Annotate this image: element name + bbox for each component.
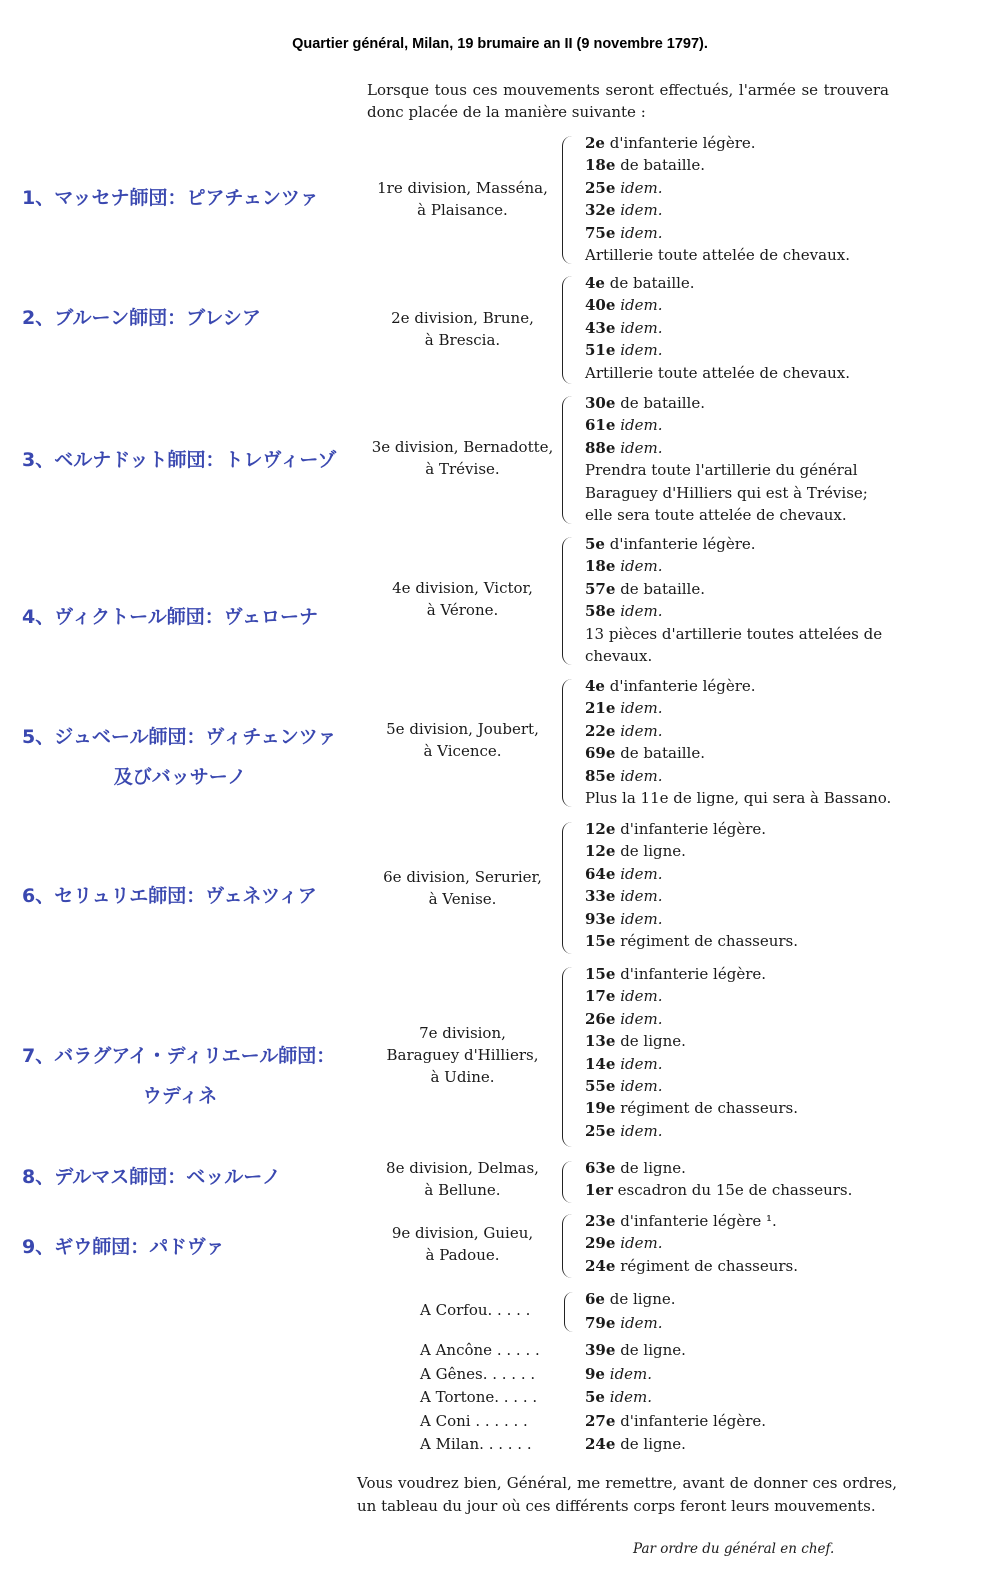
- unit-idem: idem.: [620, 318, 663, 337]
- unit-number: 25e: [585, 1121, 616, 1140]
- unit-idem: idem.: [620, 1054, 663, 1073]
- unit-idem: idem.: [620, 1077, 663, 1096]
- unit-line: [585, 1255, 895, 1277]
- unit-idem: idem.: [620, 909, 663, 928]
- division-label-line: à Udine.: [430, 1068, 495, 1086]
- unit-line: [585, 578, 895, 600]
- division-units: [585, 533, 895, 667]
- unit-number: 43e: [585, 318, 616, 337]
- division-units: [585, 963, 895, 1142]
- unit-line: [585, 437, 895, 459]
- jp-division-annotation: [0, 1157, 360, 1197]
- unit-idem: idem.: [620, 341, 663, 360]
- unit-line: [585, 392, 895, 414]
- unit-number: 24e: [585, 1435, 616, 1453]
- unit-number: 85e: [585, 766, 616, 785]
- jp-annotation-line: 6、セリュリエ師団：ヴェネツィア: [22, 885, 317, 907]
- garrison-row: [420, 1386, 840, 1410]
- unit-line: [585, 1030, 895, 1052]
- unit-idem: idem.: [620, 296, 663, 315]
- unit-line: [585, 177, 895, 199]
- unit-number: 33e: [585, 887, 616, 906]
- unit-idem: idem.: [620, 1313, 663, 1332]
- unit-number: 75e: [585, 223, 616, 242]
- unit-line: [585, 414, 895, 436]
- unit-text: de ligne.: [615, 842, 686, 861]
- unit-line: [585, 199, 895, 221]
- unit-line: [585, 908, 895, 930]
- jp-annotation-line: 4、ヴィクトール師団：ヴェローナ: [22, 606, 318, 628]
- division-label-line: à Bellune.: [424, 1181, 501, 1199]
- division-brace: [562, 822, 575, 954]
- division-units: [585, 1157, 895, 1202]
- unit-text: de ligne.: [615, 1435, 686, 1453]
- unit-idem: idem.: [620, 887, 663, 906]
- unit-text: d'infanterie légère.: [604, 535, 756, 553]
- unit-line: [585, 1097, 895, 1119]
- unit-line: [585, 675, 895, 697]
- division-label-line: à Vérone.: [426, 601, 499, 619]
- division-label-line: 4e division, Victor,: [392, 579, 533, 597]
- unit-number: 2e: [585, 134, 605, 152]
- unit-number: 5e: [585, 535, 605, 553]
- unit-number: 55e: [585, 1077, 616, 1096]
- unit-line: [585, 840, 895, 862]
- unit-number: 24e: [585, 1256, 616, 1275]
- closing-paragraph: Vous voudrez bien, Général, me remettre, avant de donner ces ordres, un tableau du jour où ces différents corps feront leurs mouvements.: [357, 1474, 897, 1515]
- unit-number: 12e: [585, 820, 616, 838]
- garrison-row: [420, 1410, 840, 1434]
- unit-line: [585, 272, 895, 294]
- unit-line: [585, 339, 895, 361]
- unit-idem: idem.: [620, 557, 663, 576]
- unit-idem: idem.: [620, 864, 663, 883]
- division-label-line: à Brescia.: [424, 331, 501, 349]
- unit-text: d'infanterie légère.: [604, 677, 756, 695]
- jp-annotation-line: ウディネ: [142, 1085, 218, 1107]
- jp-division-annotation: [0, 178, 360, 218]
- unit-line: [585, 742, 895, 764]
- unit-number: 18e: [585, 156, 616, 175]
- unit-idem: idem.: [620, 721, 663, 740]
- unit-text: de ligne.: [615, 1341, 686, 1359]
- unit-number: 6e: [585, 1290, 605, 1308]
- unit-number: 9e: [585, 1364, 605, 1383]
- division-label-line: 3e division, Bernadotte,: [371, 438, 554, 456]
- division-units: [585, 1210, 895, 1277]
- division-label: [370, 1022, 555, 1088]
- jp-annotation-line: 7、バラグアイ・ディリエール師団：: [22, 1045, 336, 1067]
- unit-line: [585, 362, 895, 384]
- jp-annotation-line: 3、ベルナドット師団：トレヴィーゾ: [22, 449, 337, 471]
- unit-text: Prendra toute l'artillerie du général Baraguey d'Hilliers qui est à Trévise; elle sera toute attelée de chevaux.: [585, 461, 868, 525]
- unit-idem: idem.: [620, 1234, 663, 1253]
- unit-line: [585, 1179, 895, 1201]
- unit-text: de ligne.: [615, 1159, 686, 1177]
- unit-number: 58e: [585, 602, 616, 621]
- garrison-place: A Tortone. . . . .: [420, 1388, 538, 1406]
- division-label: [370, 1157, 555, 1201]
- division-label: [370, 177, 555, 221]
- unit-idem: idem.: [620, 416, 663, 435]
- unit-number: 22e: [585, 721, 616, 740]
- unit-line: [585, 930, 895, 952]
- unit-idem: idem.: [609, 1388, 653, 1406]
- unit-text: de bataille.: [615, 394, 705, 412]
- jp-division-annotation: [0, 1036, 360, 1116]
- jp-division-annotation: [0, 876, 360, 916]
- unit-number: 25e: [585, 178, 616, 197]
- unit-line: [585, 1075, 895, 1097]
- division-units: [585, 675, 895, 809]
- unit-number: 5e: [585, 1388, 605, 1406]
- jp-division-annotation: [0, 717, 360, 797]
- unit-number: 4e: [585, 677, 605, 695]
- document-header: Quartier général, Milan, 19 brumaire an II (9 novembre 1797).: [292, 36, 708, 52]
- division-label: [370, 436, 555, 480]
- unit-number: 17e: [585, 987, 616, 1006]
- unit-text: Artillerie toute attelée de chevaux.: [585, 246, 850, 265]
- unit-line: [585, 459, 895, 526]
- jp-annotation-line: 9、ギウ師団：パドヴァ: [22, 1236, 225, 1258]
- garrison-rows: [420, 1339, 840, 1457]
- division-label-line: 2e division, Brune,: [391, 309, 534, 327]
- unit-line: [585, 720, 895, 742]
- division-label-line: à Trévise.: [425, 460, 500, 478]
- jp-annotation-line: 5、ジュベール師団：ヴィチェンツァ: [22, 726, 337, 748]
- unit-text: de bataille.: [604, 274, 695, 292]
- division-brace: [562, 967, 575, 1147]
- division-label: [370, 718, 555, 762]
- unit-text: régiment de chasseurs.: [615, 932, 799, 951]
- unit-text: d'infanterie légère.: [615, 820, 767, 838]
- unit-idem: idem.: [620, 178, 663, 197]
- unit-number: 88e: [585, 438, 616, 457]
- unit-line: [585, 1210, 895, 1232]
- unit-text: d'infanterie légère.: [615, 965, 767, 983]
- unit-line: [585, 1312, 676, 1336]
- unit-line: [585, 985, 895, 1007]
- unit-text: de ligne.: [604, 1290, 676, 1308]
- garrison-place: A Milan. . . . . .: [420, 1435, 532, 1453]
- unit-idem: idem.: [609, 1364, 653, 1383]
- division-label-line: 8e division, Delmas,: [386, 1159, 539, 1177]
- unit-number: 23e: [585, 1212, 616, 1230]
- division-label: [370, 866, 555, 910]
- division-label-line: à Venise.: [428, 890, 497, 908]
- unit-line: [585, 863, 895, 885]
- unit-text: régiment de chasseurs.: [615, 1256, 799, 1275]
- garrison-place: A Ancône . . . . .: [420, 1341, 540, 1359]
- unit-number: 63e: [585, 1159, 616, 1177]
- unit-line: [585, 222, 895, 244]
- signature-line: Par ordre du général en chef.: [633, 1541, 835, 1557]
- jp-division-annotation: [0, 1227, 360, 1267]
- division-label: [370, 1222, 555, 1266]
- unit-line: [585, 154, 895, 176]
- unit-idem: idem.: [620, 1121, 663, 1140]
- garrison-place: A Gênes. . . . . .: [420, 1364, 536, 1383]
- division-label-line: à Padoue.: [425, 1246, 500, 1264]
- unit-line: [585, 600, 895, 622]
- unit-idem: idem.: [620, 766, 663, 785]
- division-label-line: à Vicence.: [423, 742, 502, 760]
- intro-paragraph: Lorsque tous ces mouvements seront effectués, l'armée se trouvera donc placée de la manière suivante :: [367, 81, 889, 121]
- unit-text: escadron du 15e de chasseurs.: [612, 1181, 853, 1200]
- unit-text: d'infanterie légère ¹.: [615, 1212, 777, 1230]
- garrison-place: A Coni . . . . . .: [420, 1411, 528, 1430]
- unit-line: [585, 1120, 895, 1142]
- garrison-brace: [564, 1292, 573, 1332]
- unit-idem: idem.: [620, 223, 663, 242]
- division-label-line: 1re division, Masséna,: [377, 179, 548, 197]
- division-label-line: 7e division,: [419, 1024, 506, 1042]
- unit-idem: idem.: [620, 987, 663, 1006]
- division-brace: [562, 136, 575, 264]
- division-brace: [562, 276, 575, 384]
- jp-annotation-line: 8、デルマス師団：ベッルーノ: [22, 1166, 281, 1188]
- unit-number: 93e: [585, 909, 616, 928]
- unit-number: 61e: [585, 416, 616, 435]
- unit-line: [585, 1008, 895, 1030]
- unit-line: [585, 533, 895, 555]
- unit-line: [585, 244, 895, 266]
- unit-number: 27e: [585, 1411, 616, 1430]
- unit-line: [585, 623, 895, 668]
- unit-number: 64e: [585, 864, 616, 883]
- unit-number: 32e: [585, 201, 616, 220]
- division-units: [585, 272, 895, 384]
- unit-idem: idem.: [620, 201, 663, 220]
- unit-text: Artillerie toute attelée de chevaux.: [585, 363, 850, 382]
- unit-idem: idem.: [620, 438, 663, 457]
- unit-text: régiment de chasseurs.: [615, 1099, 799, 1118]
- unit-text: Plus la 11e de ligne, qui sera à Bassano.: [585, 789, 892, 808]
- division-brace: [562, 537, 575, 665]
- unit-idem: idem.: [620, 699, 663, 718]
- garrison-place: A Corfou. . . . .: [420, 1301, 531, 1319]
- division-label: [370, 307, 555, 351]
- division-brace: [562, 1161, 575, 1203]
- division-label: [370, 577, 555, 621]
- unit-line: [585, 885, 895, 907]
- unit-line: [585, 1157, 895, 1179]
- unit-number: 39e: [585, 1341, 616, 1359]
- unit-line: [585, 1232, 895, 1254]
- unit-number: 14e: [585, 1054, 616, 1073]
- unit-line: [585, 1053, 895, 1075]
- division-units: [585, 818, 895, 952]
- unit-number: 40e: [585, 296, 616, 315]
- unit-number: 18e: [585, 557, 616, 576]
- division-label-line: 6e division, Serurier,: [383, 868, 542, 886]
- garrison-row: [420, 1433, 840, 1457]
- division-brace: [562, 1214, 575, 1278]
- unit-line: [585, 1288, 676, 1312]
- unit-line: [585, 317, 895, 339]
- unit-line: [585, 132, 895, 154]
- unit-number: 26e: [585, 1009, 616, 1028]
- division-label-line: 9e division, Guieu,: [391, 1224, 534, 1242]
- division-label-line: à Plaisance.: [417, 201, 508, 219]
- unit-number: 30e: [585, 394, 616, 412]
- division-brace: [562, 679, 575, 807]
- jp-annotation-line: 2、ブルーン師団：ブレシア: [22, 307, 261, 329]
- unit-number: 13e: [585, 1032, 616, 1051]
- unit-idem: idem.: [620, 602, 663, 621]
- unit-text: de bataille.: [615, 579, 705, 598]
- jp-division-annotation: [0, 440, 360, 480]
- jp-annotation-line: 1、マッセナ師団：ピアチェンツァ: [22, 187, 319, 209]
- unit-text: d'infanterie légère.: [604, 134, 756, 152]
- division-label-line: Baraguey d'Hilliers,: [386, 1046, 539, 1064]
- unit-line: [585, 697, 895, 719]
- unit-number: 1er: [585, 1181, 613, 1200]
- division-label-line: 5e division, Joubert,: [386, 720, 539, 738]
- jp-division-annotation: [0, 597, 360, 637]
- unit-number: 29e: [585, 1234, 616, 1253]
- unit-text: de bataille.: [615, 744, 705, 763]
- garrison-units: [585, 1288, 676, 1335]
- unit-number: 15e: [585, 932, 616, 951]
- division-units: [585, 132, 895, 266]
- unit-number: 21e: [585, 699, 616, 718]
- unit-line: [585, 818, 895, 840]
- unit-number: 15e: [585, 965, 616, 983]
- unit-number: 57e: [585, 579, 616, 598]
- unit-line: [585, 765, 895, 787]
- unit-line: [585, 787, 895, 809]
- division-brace: [562, 396, 575, 524]
- unit-text: de ligne.: [615, 1032, 686, 1051]
- unit-line: [585, 555, 895, 577]
- garrison-row: [420, 1363, 840, 1387]
- unit-number: 51e: [585, 341, 616, 360]
- jp-annotation-line: 及びバッサーノ: [113, 766, 247, 788]
- unit-number: 79e: [585, 1313, 616, 1332]
- unit-text: de bataille.: [615, 156, 705, 175]
- unit-text: 13 pièces d'artillerie toutes attelées de chevaux.: [585, 624, 883, 666]
- unit-line: [585, 963, 895, 985]
- unit-text: d'infanterie légère.: [615, 1411, 767, 1430]
- unit-number: 69e: [585, 744, 616, 763]
- unit-idem: idem.: [620, 1009, 663, 1028]
- unit-number: 12e: [585, 842, 616, 861]
- jp-division-annotation: [0, 298, 360, 338]
- division-units: [585, 392, 895, 526]
- unit-line: [585, 294, 895, 316]
- unit-number: 19e: [585, 1099, 616, 1118]
- unit-number: 4e: [585, 274, 605, 292]
- garrison-row: [420, 1339, 840, 1363]
